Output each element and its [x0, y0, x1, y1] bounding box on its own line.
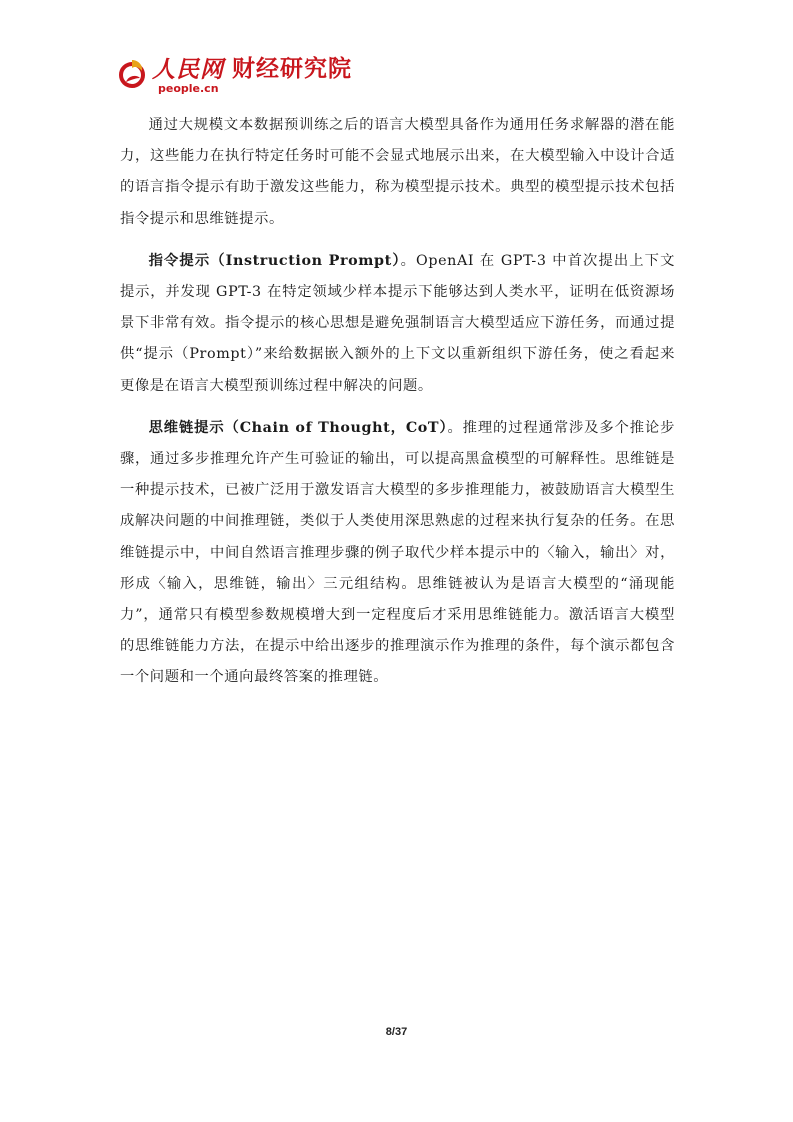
institute-name: 财经研究院 — [232, 56, 352, 82]
paragraph-text: 通过大规模文本数据预训练之后的语言大模型具备作为通用任务求解器的潜在能力，这些能力在执行特定任务时可能不会显式地展示出来，在大模型输入中设计合适的语言指令提示有助于激发这些能力，称为模型提示技术。典型的模型提示技术包括指令提示和思维链提示。 — [120, 117, 675, 227]
paragraph-text: 。推理的过程通常涉及多个推论步骤，通过多步推理允许产生可验证的输出，可以提高黑盒模型的可解释性。思维链是一种提示技术，已被广泛用于激发语言大模型的多步推理能力，被鼓励语言大模型生成解决问题的中间推理链，类似于人类使用深思熟虑的过程来执行复杂的任务。在思维链提示中，中间自然语言推理步骤的例子取代少样本提示中的〈输入，输出〉对，形成〈输入，思维链，输出〉三元组结构。思维链被认为是语言大模型的“涌现能力”，通常只有模型参数规模增大到一定程度后才采用思维链能力。激活语言大模型的思维链能力方法，在提示中给出逐步的推理演示作为推理的条件，每个演示都包含一个问题和一个通向最终答案的推理链。 — [120, 419, 675, 686]
article-body — [120, 110, 675, 705]
logo-chinese-text: 人民网 — [152, 56, 224, 83]
logo-domain-text: people.cn — [158, 82, 219, 95]
paragraph-chain-of-thought — [120, 413, 675, 694]
paragraph-heading: 指令提示（Instruction Prompt） — [148, 252, 401, 269]
paragraph-instruction-prompt — [120, 246, 675, 402]
paragraph-heading: 思维链提示（Chain of Thought，CoT） — [148, 419, 448, 436]
page-number: 8/37 — [385, 1026, 408, 1038]
page-header — [118, 56, 352, 96]
paragraph-text: 。OpenAI 在 GPT-3 中首次提出上下文提示，并发现 GPT-3 在特定领域少样本提示下能够达到人类水平，证明在低资源场景下非常有效。指令提示的核心思想是避免强制语言大模型适应下游任务，而通过提供“提示（Prompt）”来给数据嵌入额外的上下文以重新组织下游任务，使之看起来更像是在语言大模型预训练过程中解决的问题。 — [120, 252, 675, 394]
paragraph-intro — [120, 110, 675, 235]
people-logo-icon — [118, 56, 148, 90]
